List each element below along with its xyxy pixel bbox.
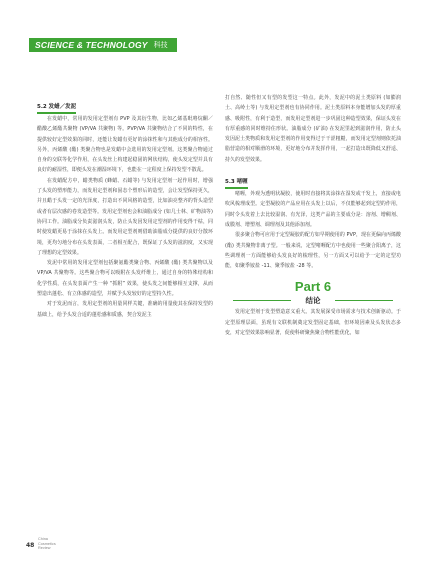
section-title-en: SCIENCE & TECHNOLOGY bbox=[35, 40, 148, 50]
section-heading-5-3: 5.3 啫喱 bbox=[225, 177, 248, 189]
part-divider bbox=[225, 296, 401, 304]
part-title: Part 6 bbox=[294, 279, 332, 295]
divider-line-left bbox=[233, 300, 291, 301]
paragraph: 啫喱，外观为透明状凝胶，使用时直接将其涂抹在湿发或干发上，直接或电吹风梳理成型。定型凝胶的产品应用在头发上以后，不仅能够起到定型的作用，同时令头发着上去比较湿润、有光泽，这类产品的主要成分是：溶剂、增稠剂、成膜剂、增塑剂、调理剂及其他添加剂。 bbox=[225, 191, 401, 228]
section-heading-5-2: 5.2 发蜡／发泥 bbox=[37, 102, 76, 114]
part-subtitle: 结论 bbox=[305, 296, 321, 306]
section-title-zh: 科技 bbox=[153, 41, 168, 49]
left-column bbox=[37, 93, 213, 320]
magazine-name-line: Cosmetics bbox=[38, 541, 56, 546]
paragraph: 很多聚合物可应用于定型凝胶的配方如早期使用的 PVP，现在更偏向丙烯酸 (酯) 类共聚物非离子型。一般来说，定型啫喱配方中也使用一些聚合阳离子，这些调理剂一方面能够给头发良好的梳理性，另一方面又可以给予一定的定型功能，如聚季铵盐 -11、聚季铵盐 -28 等。 bbox=[225, 232, 401, 270]
right-column bbox=[225, 93, 401, 338]
paragraph: 对于发泥而言，发用定型剂的用量同样关键，准确的用量使其在保持发型的基础上，给予头发合适的蓬松感和质感，契合发泥主 bbox=[37, 301, 213, 318]
section-banner bbox=[29, 38, 177, 52]
paragraph: 发泥中常用的发用定型剂包括聚氨酯类聚合物、丙烯酸 (酯) 类共聚物以及 VP/VA 共聚物等。这些聚合物可以吸附在头发纤维上，通过自身的特殊结构和化学性质，在头发表面产生一种 “抓附” 效果，使头发之间能够相互支撑，从而塑造出蓬松、有立体感的造型，并赋予头发较好的定型持久性。 bbox=[37, 260, 213, 298]
paragraph: 在发蜡中，常用的发用定型剂有 PVP 及其衍生物，比如乙烯基吡咯烷酮／醋酸乙烯酯共聚物 (VP/VA 共聚物) 等。PVP/VA 共聚物结合了不同的特性，在提供较好定型效果的同时，还能让发蜡有更好的涂抹性和与其他成分的相容性。另外，丙烯酸 (酯) 类聚合物也是发蜡中会选用的发用定型剂。这类聚合物通过自身的交联等化学作用，在头发丝上构建起稳固的网状结构，使头发定型并具有良好的耐湿性，即便头发在潮湿环境下，也能在一定程度上保持发型不散乱。 bbox=[37, 116, 213, 174]
paragraph: 打自然、随性但又有型的发型这一特点。此外，发泥中的泥土类原料 (如膨润土、高岭土等) 与发用定型剂也有协同作用。泥土类原料本身能增加头发的厚重感、吸附性，有利于造型，而发用定型剂进一步巩固这种造型效果，保证头发在有厚重感的同时维持住形状。油脂成分 (矿油) 在发泥里起到滋润作用，防止头发因泥土类物质和发用定型剂的作用变得过于干涩粗糙，而发用定型剂则依托油脂营造的相对顺滑的环境，更好地分布并发挥作用，一起打造出既降低又舒适、持久的发型效果。 bbox=[225, 95, 401, 163]
page-number: 48 bbox=[26, 542, 35, 549]
magazine-name-line: China bbox=[38, 537, 48, 541]
magazine-name-line: Review bbox=[38, 546, 51, 551]
magazine-name bbox=[38, 537, 56, 551]
paragraph: 在发蜡配方中，蜡类物质 (蜂蜡、石蜡等) 与发用定型剂一起作用时，增强了头发的塑形能力，而发用定型剂和固态个塑形后的造型，会让发型保持更久，并且蜡于头发一定的光泽度，打造出不同风格的造型，比如油亮整齐的背头造型或者有层次感的卷发造型等。发用定型剂也会和油脂成分 (如几士林、矿物油等) 协同工作。油脂成分负责滋润头发，防止头发因发用定型剂的作用变得干枯，同时使发蜡更易于涂抹在头发上。而发用定型剂则借助油脂成分提供的良好分散环境，更均匀地分布在头发表面，二者相互配合，既保证了头发的滋润度，又实现了理想的定型效果。 bbox=[37, 177, 213, 256]
divider-line-right bbox=[335, 300, 393, 301]
paragraph: 发用定型剂于发型塑造意义重大。其发展深受市场需求与技术创新驱动。于定型原理层面，虽现有文联机制奠定发型固定基础，但环境因素及头发状态多变，对定型效果影响显著，促使科研聚焦聚合物性能优化，如 bbox=[225, 309, 401, 337]
